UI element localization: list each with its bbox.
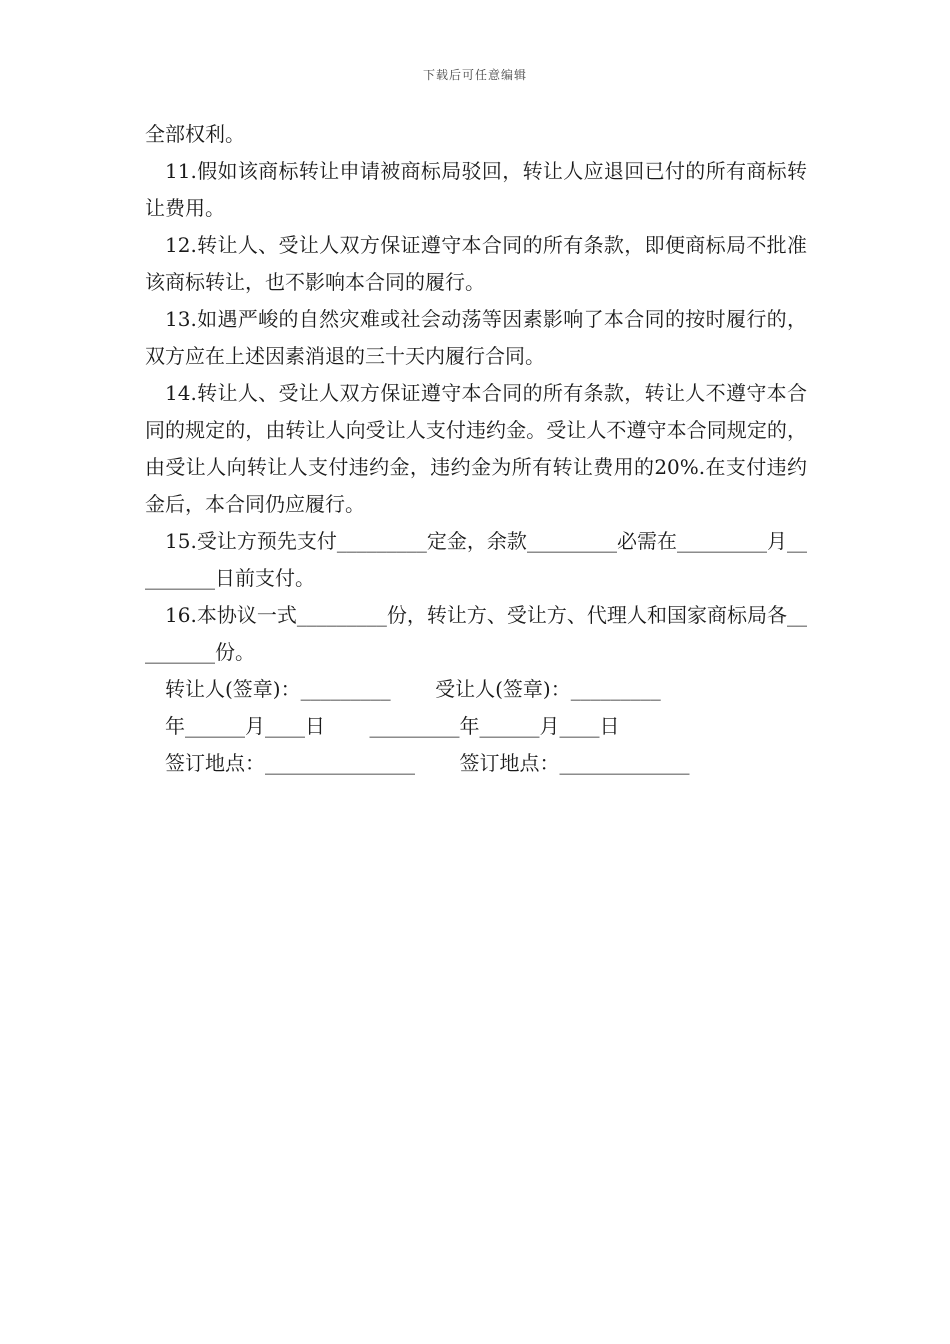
clause-15: 15.受让方预先支付_________定金，余款_________必需在_________月_________日前支付。 [145, 529, 807, 590]
document-body [145, 116, 807, 782]
clause-13: 13.如遇严峻的自然灾难或社会动荡等因素影响了本合同的按时履行的，双方应在上述因素消退的三十天内履行合同。 [145, 307, 807, 368]
clause-14: 14.转让人、受让人双方保证遵守本合同的所有条款，转让人不遵守本合同的规定的，由转让人向受让人支付违约金。受让人不遵守本合同规定的，由受让人向转让人支付违约金，违约金为所有转让费用的20%.在支付违约金后，本合同仍应履行。 [145, 381, 807, 516]
signature-signers-line: 转让人(签章)：_________ 受让人(签章)：_________ [165, 677, 661, 701]
clause-16: 16.本协议一式_________份，转让方、受让方、代理人和国家商标局各_________份。 [145, 603, 807, 664]
paragraph-continuation: 全部权利。 [145, 122, 245, 146]
signature-dates-line: 年______月____日 _________年______月____日 [165, 714, 620, 738]
clause-11: 11.假如该商标转让申请被商标局驳回，转让人应退回已付的所有商标转让费用。 [145, 159, 807, 220]
signature-places-line: 签订地点：_______________ 签订地点：_____________ [165, 751, 690, 775]
clause-12: 12.转让人、受让人双方保证遵守本合同的所有条款，即便商标局不批准该商标转让，也不影响本合同的履行。 [145, 233, 807, 294]
page-header: 下载后可任意编辑 [422, 68, 527, 82]
